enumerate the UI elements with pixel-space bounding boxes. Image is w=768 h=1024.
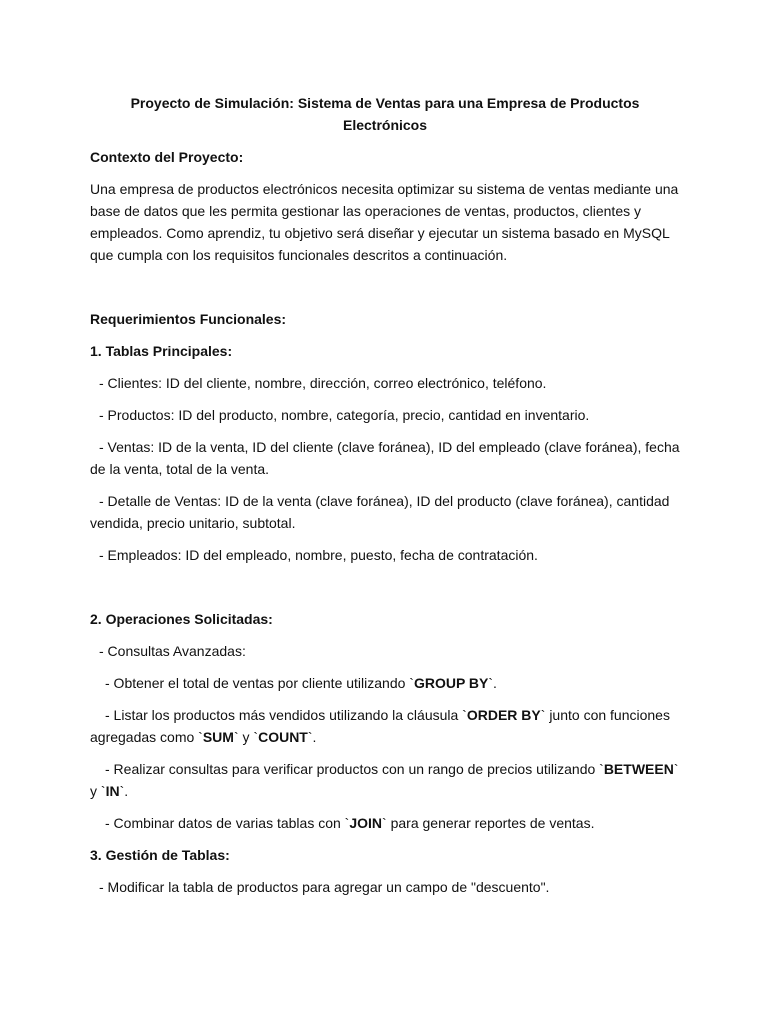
section-tables-heading: 1. Tablas Principales: [90, 343, 233, 359]
context-heading: Contexto del Proyecto: [90, 149, 244, 165]
section-gap [90, 576, 680, 608]
keyword-in: IN [105, 783, 120, 799]
op2-mid1: ` junto con funciones agregadas como ` [90, 707, 670, 745]
requirements-heading: Requerimientos Funcionales: [90, 311, 287, 327]
document-title: Proyecto de Simulación: Sistema de Ventas para una Empresa de Productos Electrónicos [130, 95, 640, 133]
op1-post: `. [488, 675, 497, 691]
keyword-group-by: GROUP BY [413, 675, 489, 691]
operation-join [90, 812, 680, 834]
advanced-queries-label: - Consultas Avanzadas: [99, 643, 246, 659]
table-item-productos: - Productos: ID del producto, nombre, categoría, precio, cantidad en inventario. [99, 407, 590, 423]
op4-post: ` para generar reportes de ventas. [382, 815, 595, 831]
op3-mid: ` y ` [90, 761, 679, 799]
keyword-between: BETWEEN [603, 761, 674, 777]
keyword-join: JOIN [349, 815, 383, 831]
op2-post: `. [307, 729, 317, 745]
table-item-ventas [90, 436, 680, 480]
table-management-item: - Modificar la tabla de productos para agregar un campo de "descuento". [99, 879, 550, 895]
operation-order-by [90, 704, 680, 748]
section-operations-heading: 2. Operaciones Solicitadas: [90, 611, 273, 627]
table-item-ventas-text: - Ventas: ID de la venta, ID del cliente (clave foránea), ID del empleado (clave foránea), fecha de la venta, total de la venta. [90, 439, 680, 477]
op3-pre: - Realizar consultas para verificar productos con un rango de precios utilizando ` [105, 761, 604, 777]
context-paragraph: Una empresa de productos electrónicos necesita optimizar su sistema de ventas mediante una base de datos que les permita gestionar las operaciones de ventas, productos, clientes y empleados. Como aprendiz, tu objetivo será diseñar y ejecutar un sistema basado en MySQL que cumpla con los requisitos funcionales descritos a continuación. [90, 181, 679, 263]
op1-pre: - Obtener el total de ventas por cliente utilizando ` [105, 675, 414, 691]
op3-post: `. [119, 783, 129, 799]
keyword-count: COUNT [258, 729, 308, 745]
keyword-order-by: ORDER BY [466, 707, 541, 723]
table-item-clientes: - Clientes: ID del cliente, nombre, dirección, correo electrónico, teléfono. [99, 375, 547, 391]
op4-pre: - Combinar datos de varias tablas con ` [105, 815, 350, 831]
keyword-sum: SUM [202, 729, 234, 745]
op2-mid2: ` y ` [233, 729, 259, 745]
operation-between-in [90, 758, 680, 802]
document-page [90, 92, 680, 908]
op2-pre: - Listar los productos más vendidos utilizando la cláusula ` [105, 707, 467, 723]
table-item-detalle-ventas [90, 490, 680, 534]
table-item-detalle-text: - Detalle de Ventas: ID de la venta (clave foránea), ID del producto (clave foránea), cantidad vendida, precio unitario, subtotal. [90, 493, 670, 531]
operation-group-by [90, 672, 680, 694]
section-gap [90, 276, 680, 308]
section-table-management-heading: 3. Gestión de Tablas: [90, 847, 230, 863]
table-item-empleados: - Empleados: ID del empleado, nombre, puesto, fecha de contratación. [99, 547, 538, 563]
